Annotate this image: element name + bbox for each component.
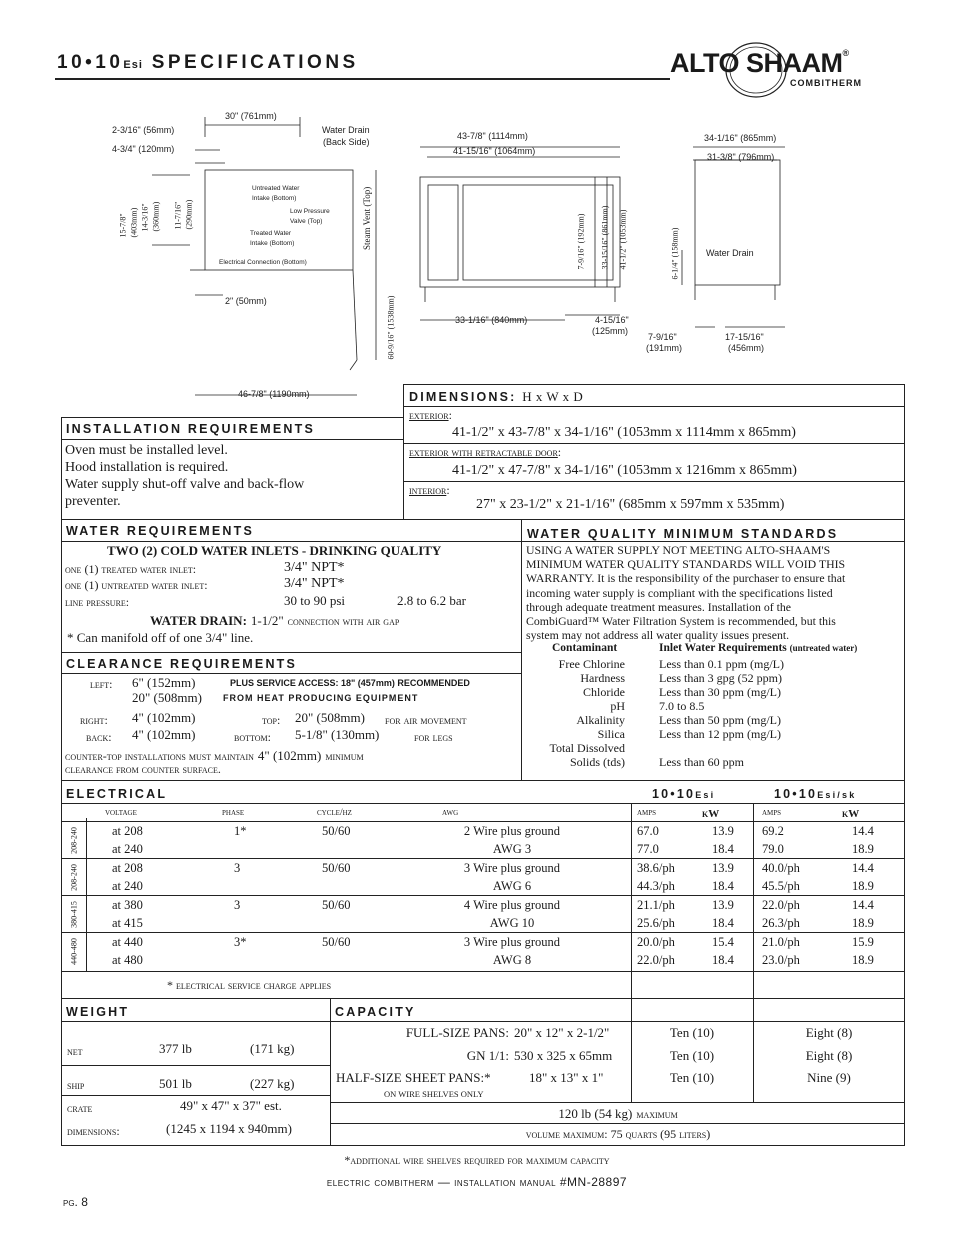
gn-esi: Ten (10) — [669, 1048, 715, 1063]
electrical-connection-label: Electrical Connection (Bottom) — [219, 259, 307, 266]
full-size-esisk: Eight (8) — [805, 1025, 853, 1040]
pressure-psi: 30 to 90 psi — [284, 593, 346, 608]
installation-line: Hood installation is required. — [65, 460, 229, 475]
installation-line: Water supply shut-off valve and back-flow — [65, 477, 305, 492]
electrical-cell-k2: 18.9 — [852, 953, 874, 967]
ship-lb: 501 lb — [159, 1076, 192, 1091]
electrical-cell-a1: 25.6/ph — [637, 916, 675, 930]
low-pressure-label-2: Valve (Top) — [290, 218, 323, 225]
electrical-cell-a1: 22.0/ph — [637, 953, 675, 967]
untreated-inlet-label: one (1) untreated water inlet: — [65, 578, 208, 592]
drain-note: connection with air gap — [287, 614, 400, 628]
capacity-box — [330, 998, 905, 1146]
water-drain-label-2: Water Drain — [706, 248, 754, 258]
door-value: 41-1/2" x 47-7/8" x 34-1/16" (1053mm x 1216mm x 865mm) — [452, 463, 797, 478]
brand-logo — [668, 40, 908, 100]
installation-line: Oven must be installed level. — [65, 443, 228, 458]
door-label: exterior with retractable door — [409, 445, 558, 459]
electrical-cell-v: at 240 — [112, 879, 143, 893]
installation-heading: INSTALLATION REQUIREMENTS — [66, 422, 315, 436]
clearance-left-value: 6" (152mm) — [132, 675, 196, 690]
electrical-cell-k1: 13.9 — [712, 898, 734, 912]
dim-label: 43-7/8" (1114mm) — [457, 131, 528, 141]
electrical-cell-awg: 4 Wire plus ground — [463, 898, 561, 912]
logo-sub: COMBITHERM — [790, 78, 862, 88]
electrical-col-header: kW — [702, 808, 720, 820]
electrical-cell-v: at 208 — [112, 824, 143, 838]
counter-min: minimum — [325, 749, 364, 763]
dim-label: 11-7/16" — [173, 201, 183, 230]
electrical-cell-a2: 69.2 — [762, 824, 784, 838]
electrical-cell-a2: 22.0/ph — [762, 898, 800, 912]
clearance-service-access: PLUS SERVICE ACCESS: 18" (457mm) RECOMMENDED — [230, 678, 470, 688]
contaminant-names: Free Chlorine Hardness Chloride pH Alkalinity Silica Total Dissolved Solids (tds) — [549, 657, 625, 769]
electrical-cell-hz: 50/60 — [322, 861, 351, 875]
electrical-cell-awg: AWG 3 — [492, 842, 532, 856]
electrical-cell-awg: 3 Wire plus ground — [463, 935, 561, 949]
logo-text: ALTO SHAAM® — [670, 48, 849, 78]
dimensions-box: DIMENSIONS: H x W x D exterior: 41-1/2" x 43-7/8" x 34-1/16" (1053mm x 1114mm x 865mm) exterior with retractable door: 41-1/2" x 47-7/8" x 34-1/16" (1053mm x 1216mm x 865mm) interior: 27" x 23-1/2" x 21-1/16" (685mm x 597mm x 535mm) — [403, 384, 905, 520]
electrical-cell-awg: AWG 10 — [489, 916, 535, 930]
ship-kg: (227 kg) — [250, 1076, 295, 1091]
electrical-cell-a1: 77.0 — [637, 842, 659, 856]
pressure-bar: 2.8 to 6.2 bar — [397, 593, 466, 608]
crate-label: crate — [67, 1101, 93, 1115]
dim-label: (191mm) — [646, 343, 683, 353]
steam-vent-label: Steam Vent (Top) — [362, 186, 372, 250]
half-size-esisk: Nine (9) — [807, 1070, 851, 1085]
page-title — [57, 52, 359, 74]
clearance-right-label: right: — [80, 713, 108, 727]
dim-label: 7-9/16" (192mm) — [576, 213, 586, 270]
electrical-cell-hz: 50/60 — [322, 935, 351, 949]
electrical-cell-a2: 26.3/ph — [762, 916, 800, 930]
clearance-bottom-value: 5-1/8" (130mm) — [295, 727, 380, 742]
electrical-bottom-divider — [62, 971, 905, 972]
interior-label: interior — [409, 483, 447, 497]
capacity-footnote: *additional wire shelves required for maximum capacity — [344, 1153, 610, 1167]
water-drain-label: Water Drain — [322, 125, 370, 135]
electrical-cell-v: at 440 — [112, 935, 143, 949]
dim-label: 4-15/16" — [595, 315, 629, 325]
untreated-inlet-value: 3/4" NPT* — [284, 576, 345, 591]
dim-label: (456mm) — [728, 343, 765, 353]
dim-label: 33-1/16" (840mm) — [455, 315, 528, 325]
electrical-cell-a2: 40.0/ph — [762, 861, 800, 875]
gn-label: GN 1/1: — [466, 1048, 509, 1063]
back-side-label: (Back Side) — [323, 137, 370, 147]
gn-dims: 530 x 325 x 65mm — [514, 1048, 613, 1063]
electrical-cell-k2: 14.4 — [852, 861, 874, 875]
treated-inlet-label: one (1) treated water inlet: — [65, 562, 197, 576]
contaminant-header: Contaminant — [552, 642, 618, 654]
electrical-cell-k2: 14.4 — [852, 898, 874, 912]
counter-value: 4" (102mm) — [257, 748, 322, 763]
water-req-heading: WATER REQUIREMENTS — [66, 524, 254, 538]
electrical-cell-v: at 415 — [112, 916, 143, 930]
clearance-top-value: 20" (508mm) — [295, 710, 365, 725]
installation-box — [61, 417, 404, 520]
clearance-right-value: 4" (102mm) — [132, 710, 196, 725]
electrical-cell-a1: 38.6/ph — [637, 861, 675, 875]
electrical-cell-k1: 18.4 — [712, 953, 734, 967]
counter-note: counter-top installations must maintain — [65, 749, 254, 763]
dimensions-heading: DIMENSIONS: — [409, 390, 517, 404]
electrical-cell-awg: 3 Wire plus ground — [463, 861, 561, 875]
untreated-label: Untreated Water — [252, 185, 300, 192]
max-label: maximum — [636, 1107, 678, 1121]
dim-label: 7-9/16" — [648, 332, 677, 342]
dim-label: 2-3/16" (56mm) — [112, 125, 175, 135]
exterior-value: 41-1/2" x 43-7/8" x 34-1/16" (1053mm x 1114mm x 865mm) — [452, 425, 796, 440]
dim-label: (290mm) — [184, 199, 194, 230]
inlet-req-header: Inlet Water Requirements — [659, 642, 787, 654]
half-size-dims: 18" x 13" x 1" — [529, 1070, 604, 1085]
interior-value: 27" x 23-1/2" x 21-1/16" (685mm x 597mm x 535mm) — [476, 497, 785, 512]
title-model: 10•10 — [57, 52, 124, 73]
clearance-top-label: top: — [262, 713, 281, 727]
dim-label: 60-9/16" (1538mm) — [386, 295, 396, 360]
clearance-top-note: for air movement — [385, 713, 467, 727]
electrical-cell-a1: 21.1/ph — [637, 898, 675, 912]
electrical-cell-k1: 15.4 — [712, 935, 734, 949]
half-size-esi: Ten (10) — [669, 1070, 715, 1085]
electrical-cell-k2: 18.9 — [852, 916, 874, 930]
full-size-dims: 20" x 12" x 2-1/2" — [514, 1025, 610, 1040]
electrical-cell-a2: 45.5/ph — [762, 879, 800, 893]
clearance-bottom-label: bottom: — [234, 730, 271, 744]
untreated-label-2: Intake (Bottom) — [252, 195, 297, 202]
electrical-col-header: phase — [222, 808, 245, 818]
electrical-cell-ph: 3* — [234, 935, 247, 949]
dimensions-hwd: H x W x D — [522, 389, 584, 404]
electrical-cell-a2: 79.0 — [762, 842, 784, 856]
electrical-group-divider — [62, 895, 905, 896]
electrical-cell-k2: 15.9 — [852, 935, 874, 949]
treated-inlet-value: 3/4" NPT* — [284, 560, 345, 575]
exterior-label: exterior — [409, 408, 449, 422]
electrical-cell-v: at 380 — [112, 898, 143, 912]
electrical-col-header: voltage — [105, 808, 137, 818]
clearance-left-label: left: — [90, 677, 113, 691]
electrical-group-divider — [62, 821, 905, 822]
electrical-cell-v: at 208 — [112, 861, 143, 875]
water-clearance-box — [61, 519, 522, 781]
drain-label: WATER DRAIN: — [150, 613, 247, 628]
electrical-footnote: * electrical service charge applies — [167, 978, 332, 992]
electrical-col-header: amps — [637, 808, 657, 818]
electrical-cell-k1: 13.9 — [712, 861, 734, 875]
electrical-cell-a1: 44.3/ph — [637, 879, 675, 893]
dim-label: 46-7/8" (1190mm) — [238, 389, 310, 399]
electrical-heading: ELECTRICAL — [66, 787, 168, 801]
electrical-cell-a1: 20.0/ph — [637, 935, 675, 949]
electrical-col-header: amps — [762, 808, 782, 818]
electrical-cell-k2: 18.9 — [852, 842, 874, 856]
electrical-cell-v: at 240 — [112, 842, 143, 856]
voltage-range-label: 208-240 — [69, 864, 79, 891]
drain-value: 1-1/2" — [250, 613, 284, 628]
page-number: pg. 8 — [63, 1195, 88, 1209]
dim-label: (125mm) — [592, 326, 629, 336]
manifold-note: * Can manifold off of one 3/4" line. — [67, 630, 254, 645]
clearance-bottom-note: for legs — [414, 730, 453, 744]
voltage-range-label: 440-480 — [69, 938, 79, 965]
dim-label: 17-15/16" — [725, 332, 764, 342]
electrical-cell-k1: 18.4 — [712, 916, 734, 930]
weight-box — [61, 998, 331, 1146]
max-weight: 120 lb (54 kg) — [558, 1106, 633, 1121]
ship-label: ship — [67, 1078, 85, 1092]
treated-label-2: Intake (Bottom) — [250, 240, 295, 247]
volume-value: 75 quarts (95 liters) — [610, 1127, 711, 1141]
electrical-cell-ph: 3 — [234, 861, 241, 875]
pressure-label: line pressure: — [65, 595, 130, 609]
dim-label: (360mm) — [151, 201, 161, 232]
weight-heading: WEIGHT — [66, 1005, 130, 1019]
voltage-range-label: 380-415 — [69, 901, 79, 928]
electrical-cell-k1: 18.4 — [712, 879, 734, 893]
counter-note-2: clearance from counter surface. — [65, 762, 221, 776]
electrical-group-divider — [62, 858, 905, 859]
capacity-heading: CAPACITY — [335, 1005, 416, 1019]
half-size-label: HALF-SIZE SHEET PANS:* — [336, 1070, 491, 1085]
electrical-cell-a2: 23.0/ph — [762, 953, 800, 967]
clearance-back-label: back: — [86, 730, 112, 744]
full-size-esi: Ten (10) — [669, 1025, 715, 1040]
electrical-cell-ph: 1* — [234, 824, 247, 838]
low-pressure-label: Low Pressure — [290, 208, 330, 215]
dim-label: 41-15/16" (1064mm) — [453, 146, 536, 156]
electrical-cell-awg: AWG 6 — [492, 879, 532, 893]
dim-30-label: 30" (761mm) — [225, 111, 277, 121]
net-lb: 377 lb — [159, 1041, 192, 1056]
electrical-cell-hz: 50/60 — [322, 824, 351, 838]
dim-label: 4-3/4" (120mm) — [112, 144, 175, 154]
crate-dims-value: (1245 x 1194 x 940mm) — [166, 1121, 292, 1136]
electrical-cell-a1: 67.0 — [637, 824, 659, 838]
electrical-box: ELECTRICAL 10•10Esi 10•10Esi/sk voltage phase cycle/hz awg amps kW amps kW 208-240 at 208 1* 50/60 2 Wire plus ground 67.0 13.9 69.2 14.4 at 240 AWG 3 77.0 18.4 79.0 18.9 208-240 at 208 3 50/60 3 Wire plus ground 38.6/ph 13.9 40.0/ph 14.4 at 240 AWG 6 44.3/ph 18.4 45.5/ph 18.9 380-415 at 380 3 50/60 4 Wire plus ground 21.1/ph 13.9 22.0/ph 14.4 at 415 AWG 10 25.6/ph 18.4 26.3/ph 18.9 440-480 at 440 3* 50/60 3 Wire plus ground 20.0/ph 15.4 21.0/ph 15.9 at 480 AWG 8 22.0/ph 18.4 23.0/ph 18.9 * electrical service charge applies — [61, 780, 905, 999]
treated-label: Treated Water — [250, 230, 292, 237]
electrical-col-header: awg — [442, 808, 459, 818]
net-kg: (171 kg) — [250, 1041, 295, 1056]
net-label: net — [67, 1044, 83, 1058]
dim-label: (403mm) — [129, 207, 139, 238]
title-esi: Esi — [123, 59, 143, 71]
water-req-sub: TWO (2) COLD WATER INLETS - DRINKING QUALITY — [107, 543, 442, 558]
full-size-label: FULL-SIZE PANS: — [405, 1025, 509, 1040]
electrical-cell-k2: 18.9 — [852, 879, 874, 893]
dim-label: 15-7/8" — [118, 213, 128, 238]
dimension-diagrams — [95, 105, 905, 405]
clearance-heading: CLEARANCE REQUIREMENTS — [66, 657, 298, 671]
electrical-cell-k2: 14.4 — [852, 824, 874, 838]
water-quality-box — [521, 519, 905, 781]
water-quality-paragraph: USING A WATER SUPPLY NOT MEETING ALTO-SHAAM'S MINIMUM WATER QUALITY STANDARDS WILL VOID THIS WARRANTY. It is the responsibility of the purchaser to ensure that incoming water supply is compliant with the specifications listed through adequate treatment measures. Installation of the CombiGuard™ Water Filtration System is recommended, but this system may not address all water quality issues present. — [526, 543, 846, 643]
crate-value: 49" x 47" x 37" est. — [180, 1098, 282, 1113]
clearance-left2-value: 20" (508mm) — [132, 690, 202, 705]
title-spec: SPECIFICATIONS — [142, 52, 359, 73]
clearance-left2-note: FROM HEAT PRODUCING EQUIPMENT — [223, 693, 419, 703]
voltage-range-label: 208-240 — [69, 827, 79, 854]
electrical-cell-v: at 480 — [112, 953, 143, 967]
contaminant-values: Less than 0.1 ppm (mg/L) Less than 3 gpg (52 ppm) Less than 30 ppm (mg/L) 7.0 to 8.5 Less than 50 ppm (mg/L) Less than 12 ppm (mg/L) Less than 60 ppm — [659, 657, 784, 769]
electrical-cell-awg: 2 Wire plus ground — [463, 824, 561, 838]
electrical-cell-ph: 3 — [234, 898, 241, 912]
dim-label: 14-3/16" — [140, 203, 150, 232]
dim-label: 2" (50mm) — [225, 296, 267, 306]
electrical-cell-k1: 13.9 — [712, 824, 734, 838]
dim-label: 41-1/2" (1053mm) — [618, 209, 628, 270]
electrical-cell-hz: 50/60 — [322, 898, 351, 912]
installation-line: preventer. — [65, 494, 121, 509]
dim-label: 6-1/4" (158mm) — [670, 227, 680, 280]
untreated-note: (untreated water) — [789, 643, 858, 653]
dim-label: 33-15/16" (861mm) — [600, 205, 610, 270]
half-size-note: ON WIRE SHELVES ONLY — [384, 1089, 484, 1099]
gn-esisk: Eight (8) — [805, 1048, 853, 1063]
crate-dims-label: dimensions: — [67, 1124, 120, 1138]
clearance-back-value: 4" (102mm) — [132, 727, 196, 742]
electrical-cell-a2: 21.0/ph — [762, 935, 800, 949]
dim-label: 34-1/16" (865mm) — [704, 133, 777, 143]
dim-label: 31-3/8" (796mm) — [707, 152, 775, 162]
electrical-cell-awg: AWG 8 — [492, 953, 532, 967]
electrical-col-header: cycle/hz — [317, 808, 352, 818]
water-quality-heading: WATER QUALITY MINIMUM STANDARDS — [527, 527, 839, 541]
title-rule — [55, 78, 670, 80]
manual-reference: electric combitherm — installation manual #MN-28897 — [326, 1175, 628, 1189]
electrical-col-header: kW — [842, 808, 860, 820]
volume-label: volume maximum: — [525, 1127, 608, 1141]
electrical-group-divider — [62, 932, 905, 933]
electrical-cell-k1: 18.4 — [712, 842, 734, 856]
